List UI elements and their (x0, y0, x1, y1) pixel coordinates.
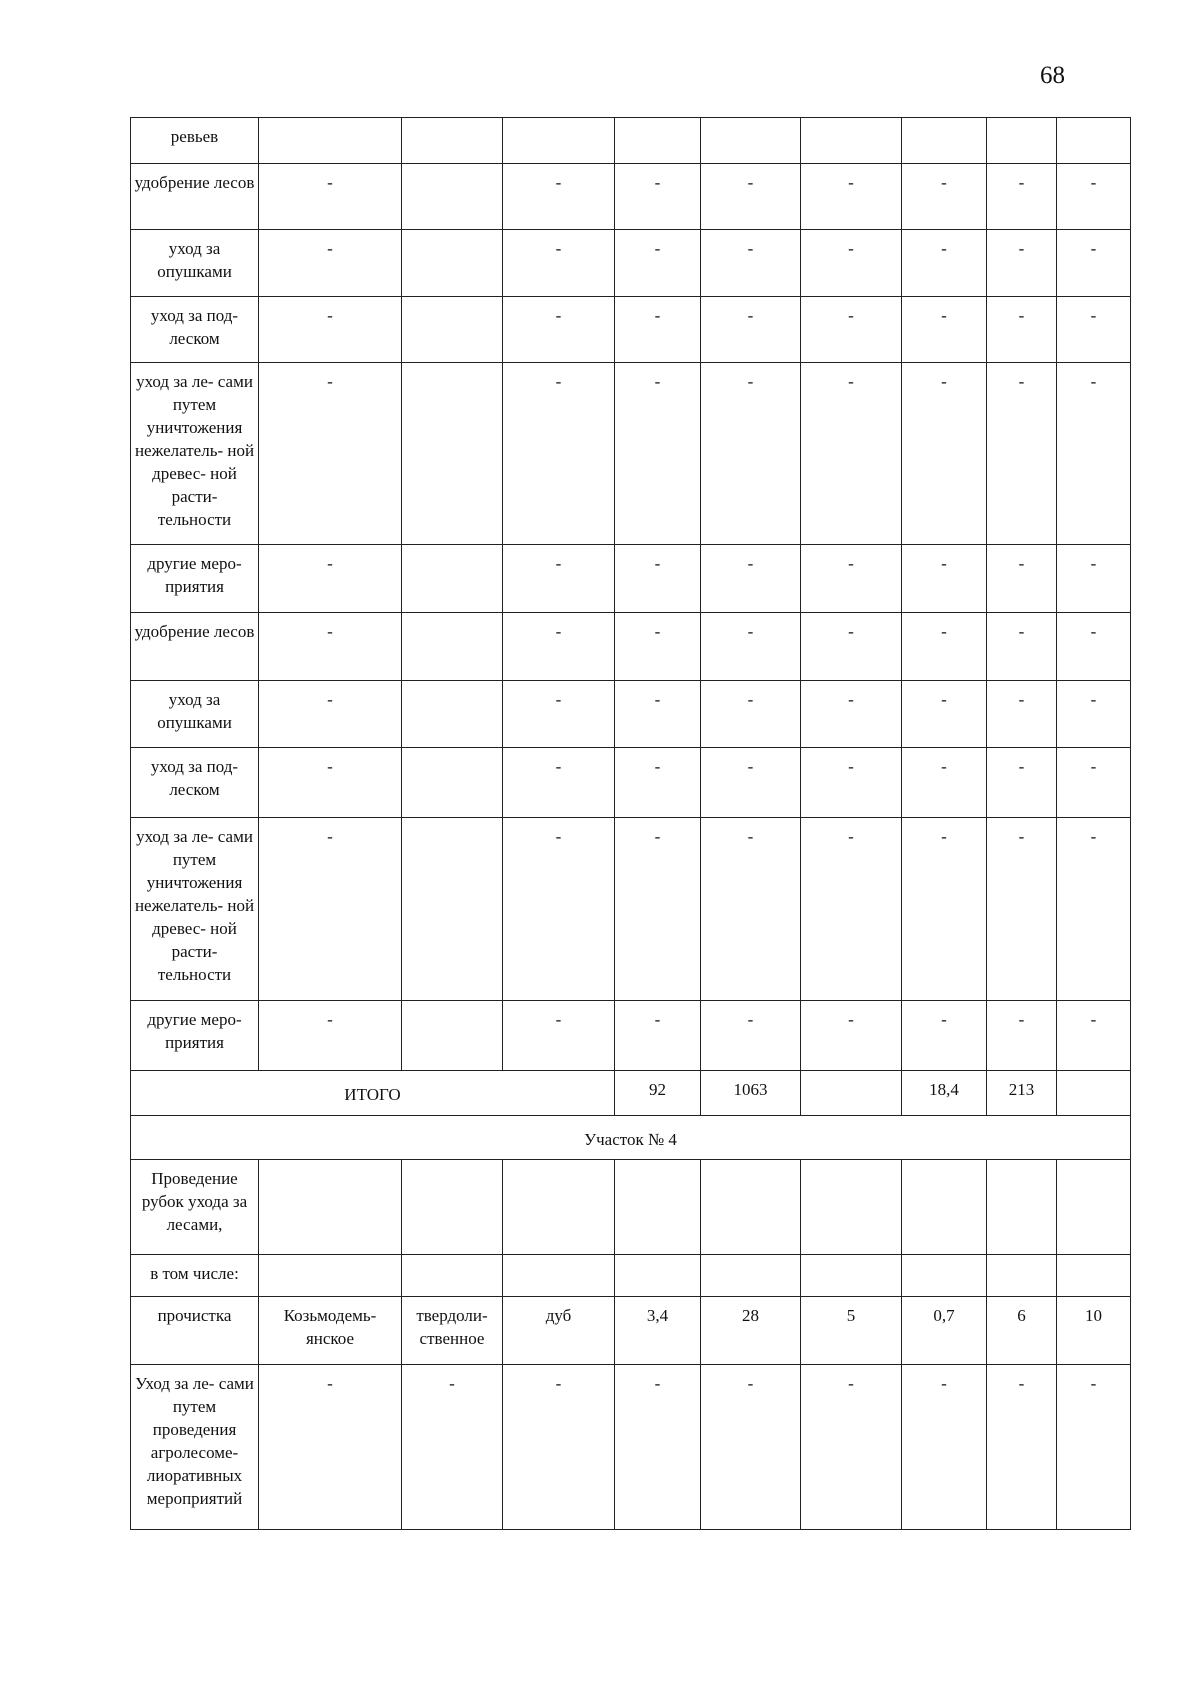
table-cell: - (801, 748, 902, 818)
table-row (131, 297, 1131, 363)
table-cell: - (1057, 1001, 1131, 1071)
page-number: 68 (1040, 62, 1065, 89)
table-cell: - (801, 1365, 902, 1530)
row-label: удобрение лесов (131, 164, 259, 230)
table-cell: 6 (987, 1297, 1057, 1365)
table-cell: - (503, 164, 615, 230)
itogo-value-6 (1057, 1071, 1131, 1116)
row-label: прочистка (131, 1297, 259, 1365)
table-cell: твердоли- ственное (402, 1297, 503, 1365)
table-cell: - (1057, 230, 1131, 297)
table-cell (615, 1255, 701, 1297)
row-label: Уход за ле- сами путем проведения агролесоме- лиоративных мероприятий (131, 1365, 259, 1530)
table-cell: - (701, 1001, 801, 1071)
table-cell (402, 1001, 503, 1071)
table-cell: - (987, 297, 1057, 363)
table-body-part-b (131, 1160, 1131, 1530)
table-cell: - (801, 613, 902, 681)
table-cell: - (701, 1365, 801, 1530)
table-cell: - (259, 613, 402, 681)
table-cell: - (503, 230, 615, 297)
table-cell: - (701, 297, 801, 363)
table-cell (402, 1160, 503, 1255)
table-cell: - (503, 545, 615, 613)
table-row (131, 230, 1131, 297)
table-cell (902, 1255, 987, 1297)
table-cell: - (1057, 748, 1131, 818)
table-cell: - (902, 748, 987, 818)
table-cell: - (503, 681, 615, 748)
table-cell: - (987, 545, 1057, 613)
table-cell: - (701, 230, 801, 297)
table-cell (402, 230, 503, 297)
row-label: уход за опушками (131, 681, 259, 748)
table-cell (402, 363, 503, 545)
table-cell: - (902, 613, 987, 681)
row-label: в том числе: (131, 1255, 259, 1297)
table-cell: - (902, 818, 987, 1001)
table-cell: - (259, 1365, 402, 1530)
table-cell (701, 118, 801, 164)
row-label: другие меро- приятия (131, 1001, 259, 1071)
table-cell: - (1057, 297, 1131, 363)
table-cell (402, 545, 503, 613)
itogo-value-3 (801, 1071, 902, 1116)
table-cell: - (615, 230, 701, 297)
table-cell: - (987, 164, 1057, 230)
table-cell: - (259, 545, 402, 613)
table-cell (701, 1255, 801, 1297)
table-cell: - (1057, 681, 1131, 748)
table-cell: - (902, 1365, 987, 1530)
table-cell: - (701, 681, 801, 748)
table-cell (402, 818, 503, 1001)
row-label: уход за под- леском (131, 748, 259, 818)
table-cell: - (987, 363, 1057, 545)
table-cell: - (987, 818, 1057, 1001)
table-cell: 3,4 (615, 1297, 701, 1365)
table-cell (987, 1160, 1057, 1255)
table-cell (402, 681, 503, 748)
table-cell (801, 1255, 902, 1297)
itogo-label: ИТОГО (131, 1071, 615, 1116)
table-cell: - (1057, 545, 1131, 613)
table-cell: 10 (1057, 1297, 1131, 1365)
table-cell: - (1057, 613, 1131, 681)
forestry-activities-table (130, 117, 1131, 1530)
table-cell: - (987, 1001, 1057, 1071)
table-cell (402, 613, 503, 681)
table-cell: - (259, 164, 402, 230)
table-cell: - (259, 297, 402, 363)
table-cell (701, 1160, 801, 1255)
table-cell (1057, 1160, 1131, 1255)
table-row (131, 748, 1131, 818)
table-cell: - (801, 545, 902, 613)
table-cell: - (902, 230, 987, 297)
table-cell: дуб (503, 1297, 615, 1365)
table-total-section (131, 1071, 1131, 1160)
table-cell: - (259, 1001, 402, 1071)
table-cell: - (615, 1001, 701, 1071)
table-cell: - (801, 681, 902, 748)
row-label: ревьев (131, 118, 259, 164)
table-cell (801, 1160, 902, 1255)
table-row (131, 1160, 1131, 1255)
table-cell: - (615, 818, 701, 1001)
itogo-value-5: 213 (987, 1071, 1057, 1116)
table-cell (615, 118, 701, 164)
table-cell: - (801, 1001, 902, 1071)
table-cell: - (503, 1365, 615, 1530)
table-cell: - (615, 748, 701, 818)
table-cell: - (987, 613, 1057, 681)
table-cell: - (801, 363, 902, 545)
table-cell: - (503, 297, 615, 363)
table-row (131, 164, 1131, 230)
table-row (131, 613, 1131, 681)
table-cell (902, 118, 987, 164)
table-cell (503, 1160, 615, 1255)
table-cell: - (801, 818, 902, 1001)
table-row (131, 118, 1131, 164)
row-label: Проведение рубок ухода за лесами, (131, 1160, 259, 1255)
table-cell: - (503, 1001, 615, 1071)
table-cell (259, 1255, 402, 1297)
table-cell: - (701, 363, 801, 545)
table-cell: Козьмодемь- янское (259, 1297, 402, 1365)
table-cell: - (902, 164, 987, 230)
row-label: другие меро- приятия (131, 545, 259, 613)
table-body-part-a (131, 118, 1131, 1071)
table-cell (402, 1255, 503, 1297)
table-cell: - (615, 545, 701, 613)
table-cell: - (1057, 164, 1131, 230)
table-cell: 5 (801, 1297, 902, 1365)
table-cell (402, 164, 503, 230)
table-cell (615, 1160, 701, 1255)
table-cell: - (902, 1001, 987, 1071)
table-cell: - (987, 681, 1057, 748)
table-cell (259, 118, 402, 164)
table-cell: - (1057, 1365, 1131, 1530)
table-cell: - (1057, 363, 1131, 545)
row-label: уход за ле- сами путем уничтожения нежелатель- ной древес- ной расти- тельности (131, 363, 259, 545)
table-cell: - (503, 818, 615, 1001)
table-cell: - (987, 230, 1057, 297)
itogo-value-2: 1063 (701, 1071, 801, 1116)
section-title: Участок № 4 (131, 1116, 1131, 1160)
table-cell (402, 748, 503, 818)
table-cell: - (902, 681, 987, 748)
table-cell: - (615, 613, 701, 681)
table-cell: - (701, 613, 801, 681)
table-cell: - (902, 297, 987, 363)
table-cell: - (801, 164, 902, 230)
table-cell (402, 118, 503, 164)
table-cell: - (801, 230, 902, 297)
table-cell (503, 1255, 615, 1297)
table-cell (902, 1160, 987, 1255)
section-title-row (131, 1116, 1131, 1160)
table-cell: - (987, 1365, 1057, 1530)
table-cell: - (402, 1365, 503, 1530)
table-cell (402, 297, 503, 363)
table-cell: - (259, 230, 402, 297)
table-cell: - (615, 363, 701, 545)
table-cell: - (801, 297, 902, 363)
table-cell: - (503, 748, 615, 818)
table-row (131, 1001, 1131, 1071)
table-cell: - (1057, 818, 1131, 1001)
table-cell (987, 1255, 1057, 1297)
table-cell: - (701, 164, 801, 230)
table-row (131, 1365, 1131, 1530)
row-label: уход за под- леском (131, 297, 259, 363)
table-cell: - (615, 681, 701, 748)
table-cell: 0,7 (902, 1297, 987, 1365)
table-cell: - (503, 363, 615, 545)
table-cell: - (701, 748, 801, 818)
table-cell (503, 118, 615, 164)
table-cell: 28 (701, 1297, 801, 1365)
table-cell (1057, 1255, 1131, 1297)
table-cell: - (615, 1365, 701, 1530)
table-cell: - (503, 613, 615, 681)
table-cell: - (259, 748, 402, 818)
table-row (131, 1297, 1131, 1365)
itogo-row (131, 1071, 1131, 1116)
table-cell: - (259, 818, 402, 1001)
table-row (131, 681, 1131, 748)
table-row (131, 545, 1131, 613)
table-cell: - (701, 818, 801, 1001)
row-label: уход за ле- сами путем уничтожения нежелатель- ной древес- ной расти- тельности (131, 818, 259, 1001)
table-cell: - (701, 545, 801, 613)
table-cell (1057, 118, 1131, 164)
row-label: удобрение лесов (131, 613, 259, 681)
table-row (131, 818, 1131, 1001)
table-cell (801, 118, 902, 164)
table-cell: - (615, 164, 701, 230)
table-cell (987, 118, 1057, 164)
table-cell: - (615, 297, 701, 363)
table-cell: - (902, 545, 987, 613)
itogo-value-4: 18,4 (902, 1071, 987, 1116)
table-cell: - (902, 363, 987, 545)
table-row (131, 1255, 1131, 1297)
table-cell: - (259, 363, 402, 545)
table-cell: - (987, 748, 1057, 818)
table-cell: - (259, 681, 402, 748)
table-row (131, 363, 1131, 545)
itogo-value-1: 92 (615, 1071, 701, 1116)
table-cell (259, 1160, 402, 1255)
row-label: уход за опушками (131, 230, 259, 297)
